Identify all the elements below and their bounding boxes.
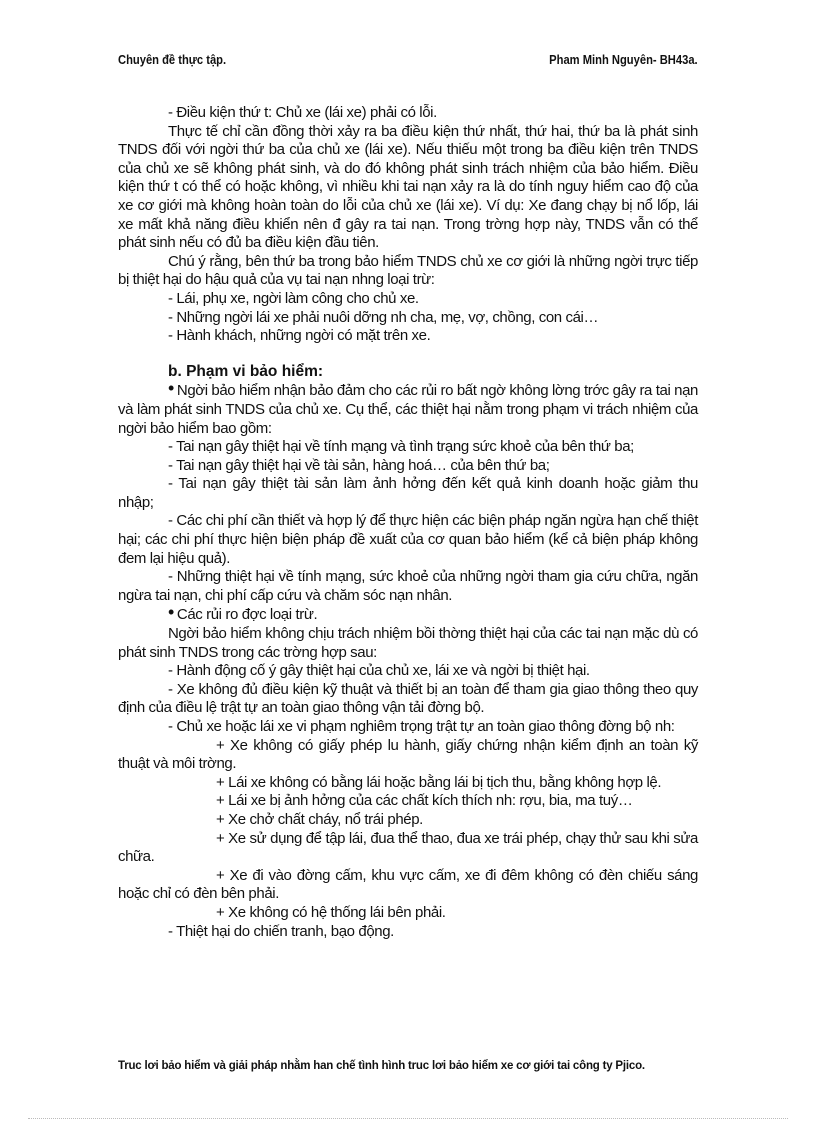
list-item: - Những thiệt hại về tính mạng, sức khoẻ của những ngời tham gia cứu chữa, ngăn ngừa tai nạn, chi phí cấp cứu và chăm sóc nạn nhân.	[118, 568, 698, 604]
document-body	[118, 104, 698, 941]
sub-list-item: + Xe sử dụng để tập lái, đua thể thao, đua xe trái phép, chạy thử sau khi sửa chữa.	[118, 829, 698, 866]
list-item: - Hành khách, những ngời có mặt trên xe.	[168, 327, 431, 345]
bullet-icon: •	[168, 602, 174, 623]
list-item: - Thiệt hại do chiến tranh, bạo động.	[168, 922, 394, 940]
subheading-text: Các rủi ro đợc loại trừ.	[176, 606, 318, 624]
list-item: - Tai nạn gây thiệt tài sản làm ảnh hởng đến kết quả kinh doanh hoặc giảm thu nhập;	[118, 475, 698, 511]
list-item: - Chủ xe hoặc lái xe vi phạm nghiêm trọng trật tự an toàn giao thông đờng bộ nh:	[168, 718, 675, 735]
sub-list-item: + Lái xe bị ảnh hởng của các chất kích thích nh: rợu, bia, ma tuý…	[216, 792, 633, 810]
list-item: - Lái, phụ xe, ngời làm công cho chủ xe.	[168, 289, 419, 307]
paragraph	[118, 378, 698, 438]
list-item: - Tai nạn gây thiệt hại về tính mạng và tình trạng sức khoẻ của bên thứ ba;	[168, 438, 634, 456]
paragraph: - Điều kiện thứ t: Chủ xe (lái xe) phải có lỗi.	[168, 104, 437, 121]
list-item: - Hành động cố ý gây thiệt hại của chủ xe, lái xe và ngời bị thiệt hại.	[168, 662, 590, 680]
list-item: - Các chi phí cần thiết và hợp lý để thực hiện các biện pháp ngăn ngừa hạn chế thiệt hại; các chi phí thực hiện biện pháp đề xuất của cơ quan bảo hiểm (kể cả biện pháp không đem lại hiệu quả).	[118, 512, 698, 567]
paragraph: Thực tế chỉ cần đồng thời xảy ra ba điều kiện thứ nhất, thứ hai, thứ ba là phát sinh TNDS đối với ngời thứ ba của chủ xe (lái xe). Nếu thiếu một trong ba điều kiện trên TNDS của chủ xe sẽ không phát sinh, và do đó không phát sinh trách nhiệm của bảo hiểm. Điều kiện thứ t có thể có hoặc không, vì nhiều khi tai nạn xảy ra là do tính nguy hiểm cao độ của xe cơ giới mà không hoàn toàn do lỗi của chủ xe (lái xe). Ví dụ: Xe đang chạy bị nổ lốp, lái xe mất khả năng điều khiển nên đ gây ra tai nạn. Trong trờng hợp này, TNDS vẫn có thể phát sinh nếu có đủ ba điều kiện đầu tiên.	[118, 122, 698, 252]
section-heading: b. Phạm vi bảo hiểm:	[168, 362, 324, 380]
list-item: - Những ngời lái xe phải nuôi dỡng nh cha, mẹ, vợ, chồng, con cái…	[168, 308, 599, 326]
paragraph: Ngời bảo hiểm không chịu trách nhiệm bồi thờng thiệt hại của các tai nạn mặc dù có phát sinh TNDS trong các trờng hợp sau:	[118, 625, 698, 661]
page-bottom-divider	[28, 1118, 788, 1119]
list-item: - Xe không đủ điều kiện kỹ thuật và thiết bị an toàn để tham gia giao thông theo quy định của điều lệ trật tự an toàn giao thông vận tải đờng bộ.	[118, 680, 698, 717]
sub-list-item: + Lái xe không có bằng lái hoặc bằng lái bị tịch thu, bằng không hợp lệ.	[216, 773, 662, 791]
sub-list-item: + Xe đi vào đờng cấm, khu vực cấm, xe đi đêm không có đèn chiếu sáng hoặc chỉ có đèn bên phải.	[118, 866, 698, 903]
bullet-icon: •	[168, 378, 174, 399]
paragraph-text: Ngời bảo hiểm nhận bảo đảm cho các rủi ro bất ngờ không lờng trớc gây ra tai nạn và làm phát sinh TNDS của chủ xe. Cụ thể, các thiệt hại nằm trong phạm vi trách nhiệm của ngời bảo hiểm bao gồm:	[118, 382, 698, 437]
sub-list-item: + Xe không có giấy phép lu hành, giấy chứng nhận kiểm định an toàn kỹ thuật và môi trờng.	[118, 736, 698, 773]
header-left: Chuyên đề thực tập.	[118, 52, 227, 67]
page-footer: Truc lơi bảo hiểm và giải pháp nhằm han chế tình hình truc lơi bảo hiểm xe cơ giới tai công ty Pjico.	[118, 1060, 645, 1072]
list-item: - Tai nạn gây thiệt hại về tài sản, hàng hoá… của bên thứ ba;	[168, 456, 550, 474]
paragraph: Chú ý rằng, bên thứ ba trong bảo hiểm TNDS chủ xe cơ giới là những ngời trực tiếp bị thiệt hại do hậu quả của vụ tai nạn nhng loại trừ:	[118, 252, 698, 289]
subheading	[118, 602, 698, 625]
sub-list-item: + Xe chở chất cháy, nổ trái phép.	[216, 810, 423, 828]
header-right: Pham Minh Nguyên- BH43a.	[549, 52, 698, 67]
sub-list-item: + Xe không có hệ thống lái bên phải.	[216, 903, 446, 921]
